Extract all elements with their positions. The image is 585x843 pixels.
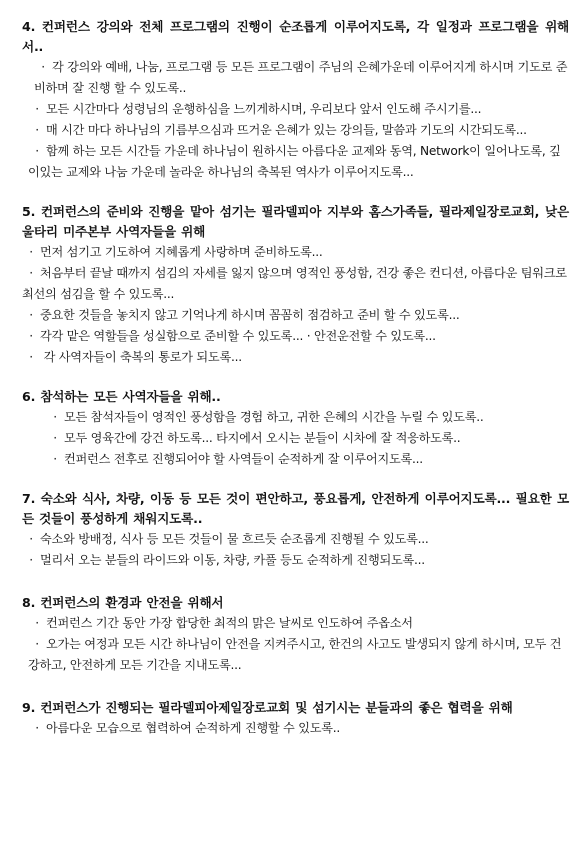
list-item-text: 매 시간 마다 하나님의 기름부으심과 뜨거운 은혜가 있는 강의들, 말씀과 기도의 시간되도록... — [46, 123, 527, 137]
list-item-text: 먼저 섬기고 기도하여 지혜롭게 사랑하며 준비하도록... — [40, 245, 323, 259]
list-item — [22, 263, 569, 305]
list-item-text: 멀리서 오는 분들의 라이드와 이동, 차량, 카풀 등도 순적하게 진행되도록... — [40, 553, 425, 567]
bullet: · — [29, 245, 33, 259]
list-item — [22, 550, 569, 571]
list-item — [22, 449, 569, 470]
list-item — [22, 428, 569, 449]
bullet: · — [53, 431, 57, 445]
section-heading: 9. 컨퍼런스가 진행되는 필라델피아제일장로교회 및 섬기시는 분들과의 좋은 협력을 위해 — [22, 700, 513, 715]
list-item — [22, 634, 569, 676]
list-item-text: 중요한 것들을 놓치지 않고 기억나게 하시며 꼼꼼히 점검하고 준비 할 수 있도록... — [40, 308, 460, 322]
list-item-text: 컨퍼런스 기간 동안 가장 합당한 최적의 맑은 날씨로 인도하여 주옵소서 — [46, 616, 413, 630]
list-item — [22, 529, 569, 550]
section-heading: 5. 컨퍼런스의 준비와 진행을 맡아 섬기는 필라델피아 지부와 홈스가족들, 필라제일장로교회, 낮은울타리 미주본부 사역자들을 위해 — [22, 204, 569, 239]
bullet: · — [41, 60, 45, 74]
section-heading: 4. 컨퍼런스 강의와 전체 프로그램의 진행이 순조롭게 이루어지도록, 각 일정과 프로그램을 위해서.. — [22, 19, 569, 54]
bullet: · — [53, 452, 57, 466]
list-item-text: 모든 시간마다 성령님의 운행하심을 느끼게하시며, 우리보다 앞서 인도해 주시기를... — [46, 102, 482, 116]
bullet: · — [35, 721, 39, 735]
bullet: · — [35, 616, 39, 630]
list-item — [22, 407, 569, 428]
bullet: · — [29, 266, 33, 280]
list-item-text: 함께 하는 모든 시간들 가운데 하나님이 원하시는 아름다운 교제와 동역, Network이 일어나도록, 깊이있는 교제와 나눔 가운데 놀라운 하나님의 축복된 역사가 이루어지도록... — [28, 144, 561, 179]
list-item — [22, 718, 569, 739]
list-item — [22, 305, 569, 326]
list-item-text: 컨퍼런스 전후로 진행되어야 할 사역들이 순적하게 잘 이루어지도록... — [64, 452, 423, 466]
section-5 — [22, 202, 569, 368]
list-item — [22, 613, 569, 634]
bullet: · — [53, 410, 57, 424]
section-6 — [22, 387, 569, 470]
list-item — [22, 141, 569, 183]
list-item-text: 모든 참석자들이 영적인 풍성함을 경험 하고, 귀한 은혜의 시간을 누릴 수 있도록.. — [64, 410, 484, 424]
list-item-text: 각각 맡은 역할들을 성실함으로 준비할 수 있도록... · 안전운전할 수 있도록... — [40, 329, 436, 343]
list-item-text: 처음부터 끝날 때까지 섬김의 자세를 잃지 않으며 영적인 풍성함, 건강 좋은 컨디션, 아름다운 팀워크로 최선의 섬김을 할 수 있도록... — [22, 266, 567, 301]
bullet: · — [35, 123, 39, 137]
section-4 — [22, 17, 569, 183]
list-item-text: 모두 영육간에 강건 하도록... 타지에서 오시는 분들이 시차에 잘 적응하도록.. — [64, 431, 461, 445]
bullet: · — [29, 329, 33, 343]
section-heading: 8. 컨퍼런스의 환경과 안전을 위해서 — [22, 595, 224, 610]
section-8 — [22, 593, 569, 676]
list-item — [22, 347, 569, 368]
list-item-text: 아름다운 모습으로 협력하여 순적하게 진행할 수 있도록.. — [46, 721, 341, 735]
bullet: · — [29, 532, 33, 546]
bullet: · — [35, 144, 39, 158]
list-item — [22, 242, 569, 263]
list-item — [22, 57, 569, 99]
bullet: · — [35, 102, 39, 116]
bullet: · — [29, 350, 33, 364]
list-item — [22, 99, 569, 120]
list-item-text: 숙소와 방배정, 식사 등 모든 것들이 물 흐르듯 순조롭게 진행될 수 있도록... — [40, 532, 429, 546]
section-7 — [22, 489, 569, 571]
list-item-text: 오가는 여정과 모든 시간 하나님이 안전을 지켜주시고, 한건의 사고도 발생되지 않게 하시며, 모두 건강하고, 안전하게 모든 기간을 지내도록... — [28, 637, 562, 672]
section-9 — [22, 698, 569, 739]
list-item — [22, 326, 569, 347]
bullet: · — [35, 637, 39, 651]
bullet: · — [29, 308, 33, 322]
list-item-text: 각 강의와 예배, 나눔, 프로그램 등 모든 프로그램이 주님의 은혜가운데 이루어지게 하시며 기도로 준비하며 잘 진행 할 수 있도록.. — [34, 60, 568, 95]
section-heading: 6. 참석하는 모든 사역자들을 위해.. — [22, 389, 221, 404]
list-item — [22, 120, 569, 141]
list-item-text: 각 사역자들이 축복의 통로가 되도록... — [40, 350, 242, 364]
bullet: · — [29, 553, 33, 567]
section-heading: 7. 숙소와 식사, 차량, 이동 등 모든 것이 편안하고, 풍요롭게, 안전하게 이루어지도록... 필요한 모든 것들이 풍성하게 채워지도록.. — [22, 491, 569, 526]
